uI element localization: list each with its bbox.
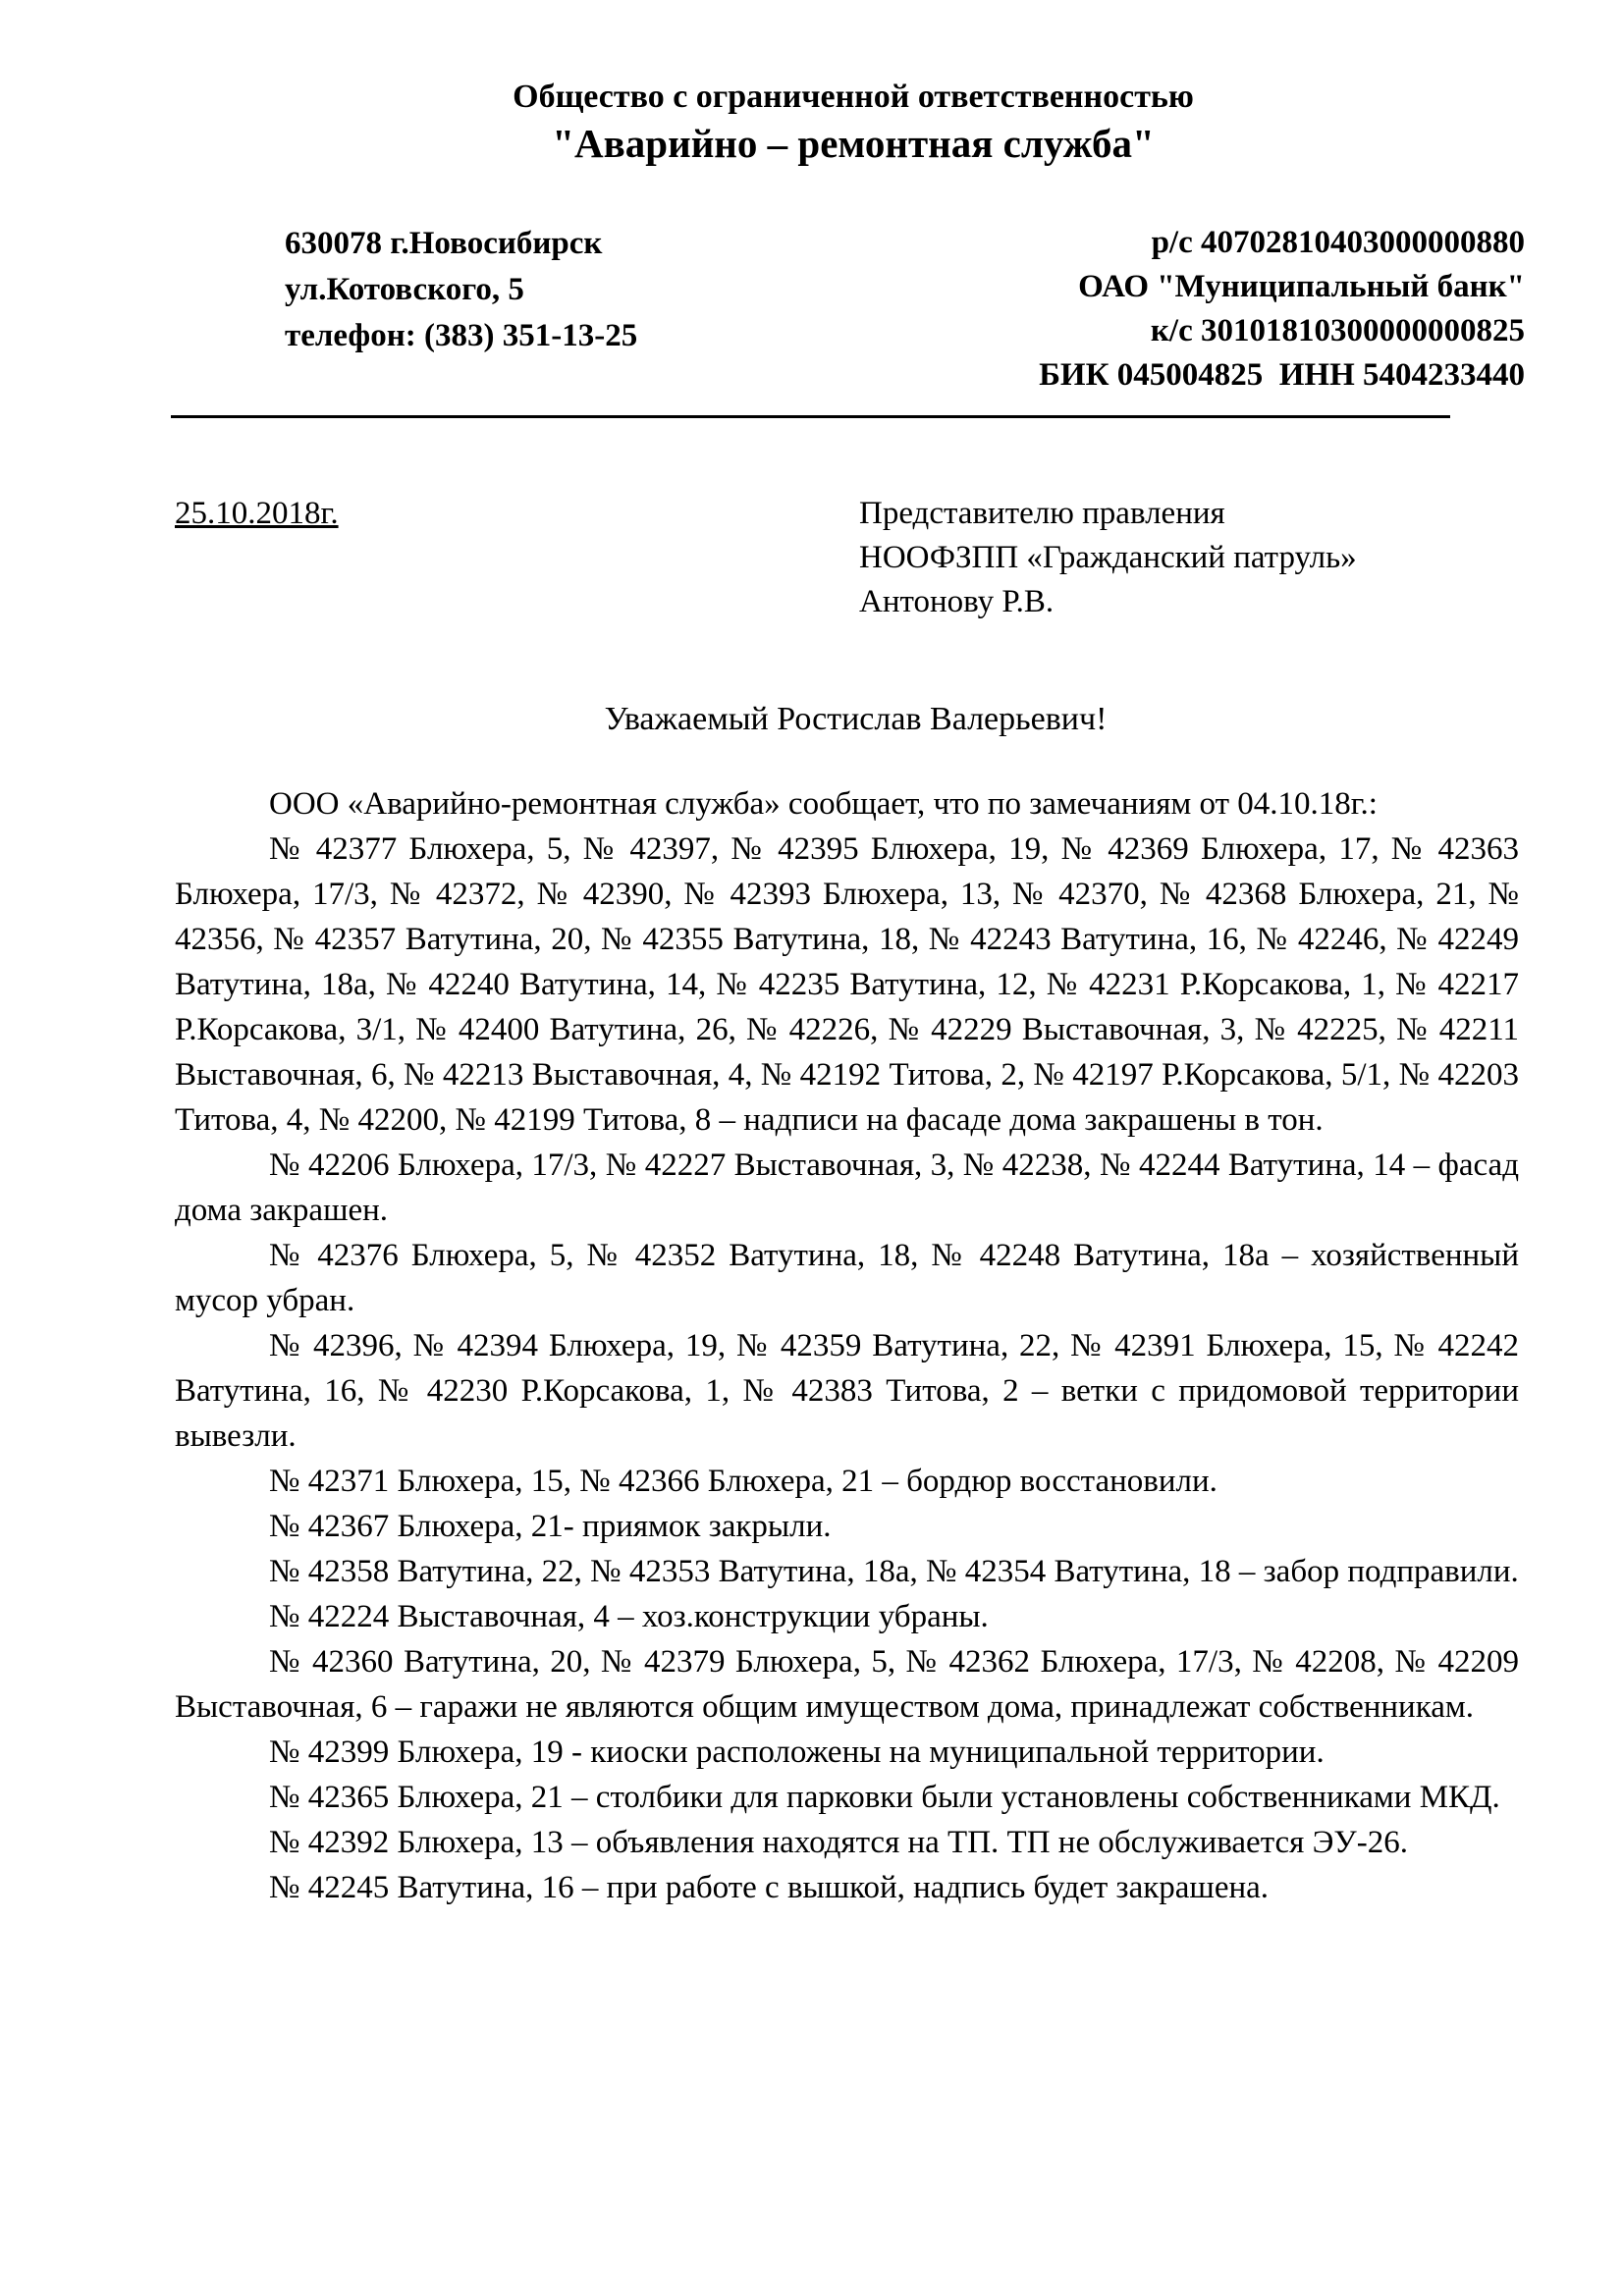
addressee-name-line: Антонову Р.В.	[859, 584, 1055, 619]
body-paragraph: № 42371 Блюхера, 15, № 42366 Блюхера, 21 – бордюр восстановили.	[269, 1464, 1217, 1499]
body-paragraph: № 42399 Блюхера, 19 - киоски расположены на муниципальной территории.	[269, 1735, 1325, 1770]
letter-date: 25.10.2018г.	[175, 496, 339, 531]
address-line: 630078 г.Новосибирск	[285, 226, 603, 261]
body-paragraph: № 42224 Выставочная, 4 – хоз.конструкции убраны.	[269, 1599, 989, 1634]
body-paragraph: № 42360 Ватутина, 20, № 42379 Блюхера, 5, № 42362 Блюхера, 17/3, № 42208, № 42209 Выставочная, 6 – гаражи не являются общим имуществом дома, принадлежат собственникам.	[175, 1644, 1519, 1725]
body-paragraph: № 42365 Блюхера, 21 – столбики для парковки были установлены собственниками МКД.	[269, 1780, 1500, 1815]
body-paragraph: № 42377 Блюхера, 5, № 42397, № 42395 Блюхера, 19, № 42369 Блюхера, 17, № 42363 Блюхера, 17/3, № 42372, № 42390, № 42393 Блюхера, 13, № 42370, № 42368 Блюхера, 21, № 42356, № 42357 Ватутина, 20, № 42355 Ватутина, 18, № 42243 Ватутина, 16, № 42246, № 42249 Ватутина, 18а, № 42240 Ватутина, 14, № 42235 Ватутина, 12, № 42231 Р.Корсакова, 1, № 42217 Р.Корсакова, 3/1, № 42400 Ватутина, 26, № 42226, № 42229 Выставочная, 3, № 42225, № 42211 Выставочная, 6, № 42213 Выставочная, 4, № 42192 Титова, 2, № 42197 Р.Корсакова, 5/1, № 42203 Титова, 4, № 42200, № 42199 Титова, 8 – надписи на фасаде дома закрашены в тон.	[175, 831, 1519, 1138]
organization-type-line: Общество с ограниченной ответственностью	[513, 79, 1194, 115]
body-paragraph: № 42358 Ватутина, 22, № 42353 Ватутина, 18а, № 42354 Ватутина, 18 – забор подправили.	[269, 1554, 1519, 1589]
addressee-organization-line: НООФЗПП «Гражданский патруль»	[859, 540, 1357, 575]
address-line: ул.Котовского, 5	[285, 272, 524, 307]
addressee-title-line: Представителю правления	[859, 496, 1225, 531]
settlement-account-line: р/с 40702810403000000880	[1151, 225, 1525, 260]
date-addressee-row	[0, 492, 1623, 624]
bank-name-line: ОАО "Муниципальный банк"	[1078, 269, 1525, 304]
body-paragraph: № 42245 Ватутина, 16 – при работе с вышкой, надпись будет закрашена.	[269, 1870, 1270, 1905]
letterhead-info-row	[0, 221, 1623, 398]
correspondent-account-line: к/с 30101810300000000825	[1150, 313, 1525, 348]
salutation: Уважаемый Ростислав Валерьевич!	[604, 701, 1108, 737]
organization-name-line: "Аварийно – ремонтная служба"	[552, 121, 1155, 166]
addressee-block	[859, 492, 1519, 624]
body-paragraph: № 42392 Блюхера, 13 – объявления находятся на ТП. ТП не обслуживается ЭУ-26.	[269, 1825, 1408, 1860]
intro-paragraph: ООО «Аварийно-ремонтная служба» сообщает, что по замечаниям от 04.10.18г.:	[269, 786, 1378, 822]
body-paragraph: № 42396, № 42394 Блюхера, 19, № 42359 Ватутина, 22, № 42391 Блюхера, 15, № 42242 Ватутина, 16, № 42230 Р.Корсакова, 1, № 42383 Титова, 2 – ветки с придомовой территории вывезли.	[175, 1328, 1519, 1454]
phone-line: телефон: (383) 351-13-25	[285, 318, 638, 353]
bik-inn-line: БИК 045004825 ИНН 5404233440	[1039, 357, 1525, 393]
body-paragraph: № 42206 Блюхера, 17/3, № 42227 Выставочная, 3, № 42238, № 42244 Ватутина, 14 – фасад дома закрашен.	[175, 1148, 1519, 1228]
address-block	[285, 221, 637, 398]
body-paragraph: № 42376 Блюхера, 5, № 42352 Ватутина, 18, № 42248 Ватутина, 18а – хозяйственный мусор убран.	[175, 1238, 1519, 1318]
letter-body	[0, 781, 1623, 1910]
body-paragraph: № 42367 Блюхера, 21- приямок закрыли.	[269, 1509, 832, 1544]
letterhead-divider-line	[171, 415, 1450, 418]
bank-details-block	[1039, 221, 1525, 398]
